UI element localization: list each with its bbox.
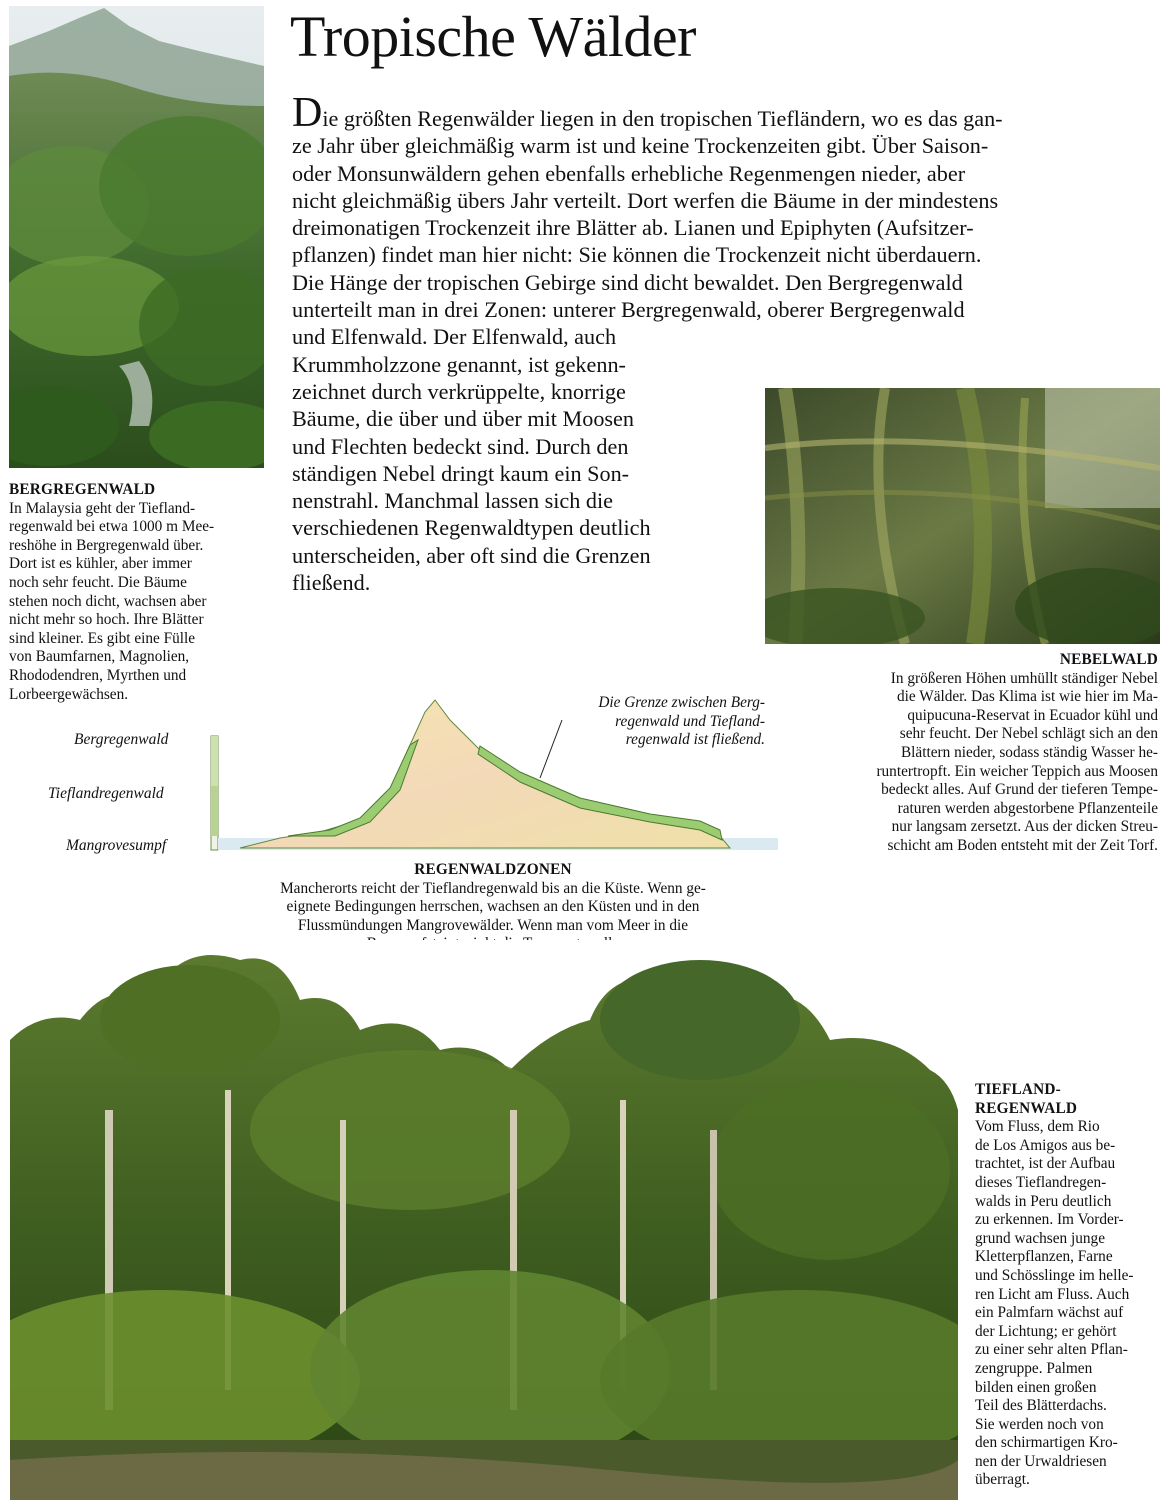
bergregenwald-caption [9,481,264,704]
caption-line: Flussmündungen Mangrovewälder. Wenn man vom Meer in die [297,916,689,934]
caption-line: zu erkennen. Im Vorder- [975,1211,1124,1229]
caption-line: In Malaysia geht der Tiefland- [9,499,196,517]
drop-cap: D [292,90,323,136]
caption-line: stehen noch dicht, wachsen aber [9,592,207,610]
intro-line: pflanzen) findet man hier nicht: Sie können die Trockenzeit nicht überdauern. [292,242,982,268]
caption-line: dieses Tieflandregen- [975,1173,1107,1191]
caption-line: runtertropft. Ein weicher Teppich aus Moosen [876,762,1158,780]
caption-line: ein Palmfarn wächst auf [975,1304,1124,1322]
caption-line: der Lichtung; er gehört [975,1322,1117,1340]
caption-line: überragt. [975,1471,1030,1489]
zone-label-bergregenwald: Bergregenwald [74,731,169,748]
intro-line: zeichnet durch verkrüppelte, knorrige [292,378,626,404]
caption-line: den schirmartigen Kro- [975,1434,1118,1452]
intro-line: Krummholzzone genannt, ist gekenn- [292,351,626,377]
caption-line: Rhododendren, Myrthen und [9,666,187,684]
intro-line: und Flechten bedeckt sind. Durch den [292,433,629,459]
caption-line: eignete Bedingungen herrschen, wachsen an den Küsten und in den [286,898,700,916]
caption-line: nen der Urwaldriesen [975,1452,1107,1470]
caption-line: ren Licht am Fluss. Auch [975,1285,1130,1303]
zone-label-tieflandregenwald: Tieflandregenwald [48,785,164,802]
caption-line: sind kleiner. Es gibt eine Fülle [9,629,196,647]
intro-line: nicht gleichmäßig übers Jahr verteilt. Dort werfen die Bäume in der mindestens [292,187,999,213]
intro-line: Die größten Regenwälder liegen in den tropischen Tiefländern, wo es das gan- [292,90,1003,136]
caption-heading: REGENWALD [975,1099,1078,1117]
intro-line: nenstrahl. Manchmal lassen sich die [292,488,614,514]
caption-line: trachtet, ist der Aufbau [975,1155,1116,1173]
intro-line: ständigen Nebel dringt kaum ein Son- [292,460,630,486]
diagram-callout: Die Grenze zwischen Berg- regenwald und Tiefland- regenwald ist fließend. [598,694,765,749]
intro-line: unterteilt man in drei Zonen: unterer Bergregenwald, oberer Bergregenwald [292,297,965,323]
caption-line: die Wälder. Das Klima ist wie hier im Ma- [897,688,1158,706]
caption-line: Vom Fluss, dem Rio [975,1118,1100,1136]
caption-line: walds in Peru deutlich [975,1192,1112,1210]
caption-line: nicht mehr so hoch. Ihre Blätter [9,611,204,629]
caption-line: In größeren Höhen umhüllt ständiger Nebel [890,669,1158,687]
intro-line: Bäume, die über und über mit Moosen [292,406,634,432]
caption-line: Dort ist es kühler, aber immer [9,555,192,573]
page-title: Tropische Wälder [290,4,696,69]
caption-heading: REGENWALDZONEN [414,861,572,878]
caption-heading: BERGREGENWALD [9,481,156,498]
intro-line: dreimonatigen Trockenzeit ihre Blätter ab. Lianen und Epiphyten (Aufsitzer- [292,215,974,241]
caption-line: regenwald bei etwa 1000 m Mee- [9,518,215,536]
caption-line: Kletterpflanzen, Farne [975,1248,1113,1266]
caption-line: de Los Amigos aus be- [975,1136,1116,1154]
caption-line: Blättern nieder, sodass ständig Wasser he- [900,743,1158,761]
caption-heading: TIEFLAND- [975,1081,1061,1098]
caption-line: quipucuna-Reservat in Ecuador kühl und [907,706,1158,724]
bergregenwald-photo [9,6,264,468]
caption-line: grund wachsen junge [975,1229,1105,1247]
caption-line: zengruppe. Palmen [975,1359,1093,1377]
nebelwald-photo [765,388,1160,644]
caption-line: und Schösslinge im helle- [975,1266,1134,1284]
caption-line: Sie werden noch von [975,1415,1104,1433]
intro-line: und Elfenwald. Der Elfenwald, auch [292,324,617,350]
caption-line: nur langsam zersetzt. Aus der dicken Streu- [891,818,1158,836]
caption-line: noch sehr feucht. Die Bäume [9,573,187,591]
nebelwald-caption [790,651,1158,856]
caption-line: bilden einen großen [975,1378,1097,1396]
tieflandregenwald-caption [975,1081,1170,1490]
zone-label-mangrovesumpf: Mangrovesumpf [66,837,167,854]
intro-line: unterscheiden, aber oft sind die Grenzen [292,542,651,568]
caption-line: schicht am Boden entsteht mit der Zeit Torf. [887,836,1158,854]
intro-line: Die Hänge der tropischen Gebirge sind dicht bewaldet. Den Bergregenwald [292,269,963,295]
tieflandregenwald-photo [10,940,958,1500]
caption-line: bedeckt alles. Auf Grund der tieferen Tempe- [881,781,1158,799]
caption-line: von Baumfarnen, Magnolien, [9,648,190,666]
caption-line: Teil des Blätterdachs. [975,1397,1107,1415]
caption-line: sehr feucht. Der Nebel schlägt sich an den [899,725,1158,743]
intro-line: fließend. [292,570,371,596]
caption-line: Mancherorts reicht der Tieflandregenwald bis an die Küste. Wenn ge- [280,879,706,897]
caption-line: Lorbeergewächsen. [9,685,129,703]
caption-line: zu einer sehr alten Pflan- [975,1341,1128,1359]
caption-line: raturen werden abgestorbene Pflanzenteile [897,799,1158,817]
caption-line: reshöhe in Bergregenwald über. [9,536,204,554]
intro-line: verschiedenen Regenwaldtypen deutlich [292,515,651,541]
caption-heading: NEBELWALD [1059,651,1158,668]
intro-line: ze Jahr über gleichmäßig warm ist und keine Trockenzeiten gibt. Über Saison- [292,133,989,159]
intro-line: oder Monsunwäldern gehen ebenfalls erhebliche Regenmengen nieder, aber [292,160,966,186]
